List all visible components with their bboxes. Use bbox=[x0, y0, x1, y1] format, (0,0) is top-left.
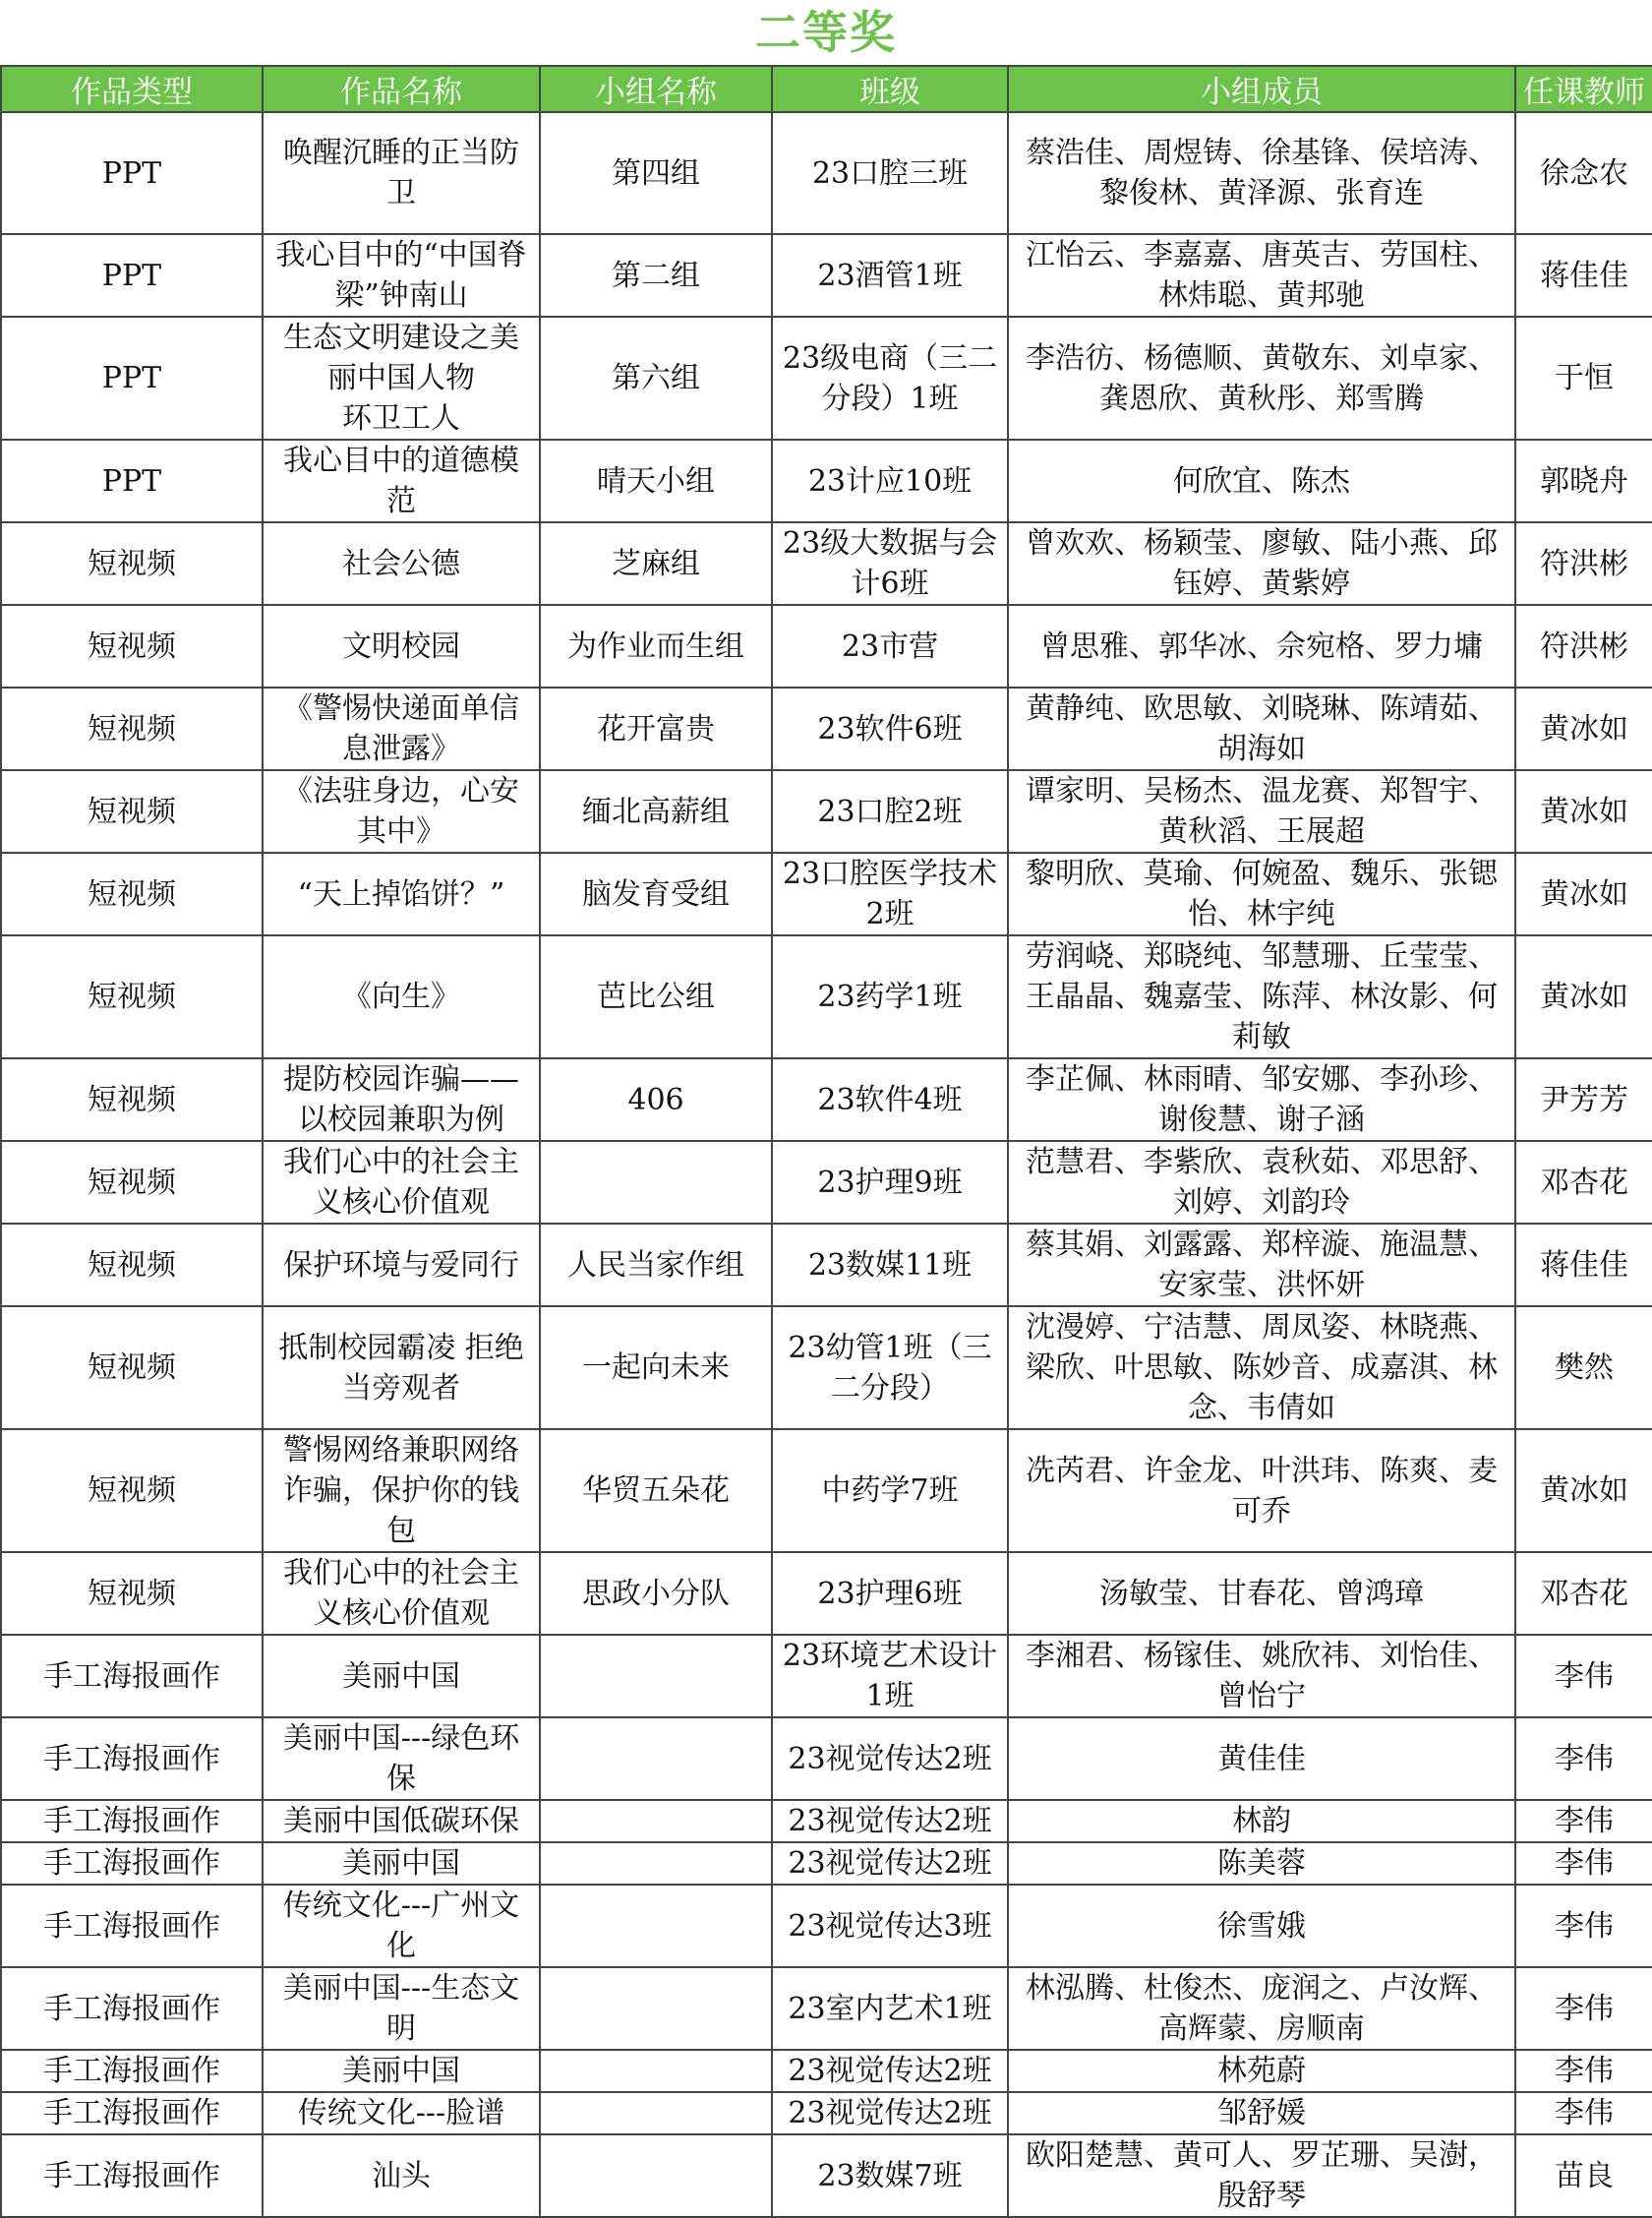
table-row bbox=[1, 1885, 1652, 1967]
cell-members: 黄静纯、欧思敏、刘晓琳、陈靖茹、胡海如 bbox=[1008, 688, 1515, 770]
cell-members: 沈漫婷、宁洁慧、周凤姿、林晓燕、梁欣、叶思敏、陈妙音、成嘉淇、林念、韦倩如 bbox=[1008, 1306, 1515, 1429]
cell-class: 23软件6班 bbox=[772, 688, 1008, 770]
cell-group: 花开富贵 bbox=[540, 688, 772, 770]
table-row bbox=[1, 1967, 1652, 2050]
cell-work: 汕头 bbox=[263, 2134, 540, 2217]
cell-work: 我们心中的社会主义核心价值观 bbox=[263, 1141, 540, 1224]
table-row bbox=[1, 605, 1652, 688]
table-row bbox=[1, 1141, 1652, 1224]
cell-members: 黄佳佳 bbox=[1008, 1717, 1515, 1800]
column-header-teacher: 任课教师 bbox=[1515, 66, 1652, 112]
cell-work: 《向生》 bbox=[263, 935, 540, 1058]
column-header-group: 小组名称 bbox=[540, 66, 772, 112]
table-row bbox=[1, 317, 1652, 440]
cell-work: 美丽中国 bbox=[263, 1635, 540, 1717]
cell-class: 23视觉传达2班 bbox=[772, 1800, 1008, 1842]
table-row bbox=[1, 1306, 1652, 1429]
cell-members: 林泓腾、杜俊杰、庞润之、卢汝辉、高辉蒙、房顺南 bbox=[1008, 1967, 1515, 2050]
table-row bbox=[1, 522, 1652, 605]
cell-type: PPT bbox=[1, 112, 263, 234]
cell-group: 思政小分队 bbox=[540, 1552, 772, 1635]
cell-work: 美丽中国 bbox=[263, 1842, 540, 1885]
cell-teacher: 邓杏花 bbox=[1515, 1552, 1652, 1635]
cell-members: 冼芮君、许金龙、叶洪玮、陈爽、麦可乔 bbox=[1008, 1429, 1515, 1552]
cell-class: 23口腔2班 bbox=[772, 770, 1008, 853]
cell-group bbox=[540, 1885, 772, 1967]
cell-members: 蔡浩佳、周煜铸、徐基锋、侯培涛、黎俊林、黄泽源、张育连 bbox=[1008, 112, 1515, 234]
column-header-class: 班级 bbox=[772, 66, 1008, 112]
cell-type: 短视频 bbox=[1, 935, 263, 1058]
table-row bbox=[1, 1058, 1652, 1141]
cell-work: 我心目中的道德模范 bbox=[263, 440, 540, 522]
cell-group: 为作业而生组 bbox=[540, 605, 772, 688]
cell-teacher: 苗良 bbox=[1515, 2134, 1652, 2217]
table-row bbox=[1, 1800, 1652, 1842]
table-row bbox=[1, 2134, 1652, 2217]
cell-members: 李湘君、杨镓佳、姚欣祎、刘怡佳、曾怡宁 bbox=[1008, 1635, 1515, 1717]
cell-members: 欧阳楚慧、黄可人、罗芷珊、吴澍，殷舒琴 bbox=[1008, 2134, 1515, 2217]
cell-type: 手工海报画作 bbox=[1, 2050, 263, 2092]
cell-group: 第二组 bbox=[540, 234, 772, 317]
page-title: 二等奖 bbox=[755, 6, 897, 59]
cell-class: 23酒管1班 bbox=[772, 234, 1008, 317]
table-row bbox=[1, 770, 1652, 853]
cell-members: 汤敏莹、甘春花、曾鸿璋 bbox=[1008, 1552, 1515, 1635]
cell-teacher: 郭晓舟 bbox=[1515, 440, 1652, 522]
cell-members: 李芷佩、林雨晴、邹安娜、李孙珍、谢俊慧、谢子涵 bbox=[1008, 1058, 1515, 1141]
cell-work: 《法驻身边，心安其中》 bbox=[263, 770, 540, 853]
cell-work: 美丽中国低碳环保 bbox=[263, 1800, 540, 1842]
column-header-type: 作品类型 bbox=[1, 66, 263, 112]
cell-work: “天上掉馅饼？” bbox=[263, 853, 540, 935]
cell-class: 23视觉传达2班 bbox=[772, 1842, 1008, 1885]
cell-work: 传统文化---脸谱 bbox=[263, 2092, 540, 2134]
cell-class: 23视觉传达3班 bbox=[772, 1885, 1008, 1967]
cell-teacher: 李伟 bbox=[1515, 1635, 1652, 1717]
cell-type: 手工海报画作 bbox=[1, 1967, 263, 2050]
cell-class: 23数媒11班 bbox=[772, 1224, 1008, 1306]
cell-teacher: 于恒 bbox=[1515, 317, 1652, 440]
cell-work: 保护环境与爱同行 bbox=[263, 1224, 540, 1306]
cell-work: 提防校园诈骗——以校园兼职为例 bbox=[263, 1058, 540, 1141]
cell-group: 华贸五朵花 bbox=[540, 1429, 772, 1552]
cell-group bbox=[540, 1967, 772, 2050]
cell-type: 短视频 bbox=[1, 1429, 263, 1552]
cell-class: 23软件4班 bbox=[772, 1058, 1008, 1141]
cell-teacher: 蒋佳佳 bbox=[1515, 1224, 1652, 1306]
cell-class: 23口腔三班 bbox=[772, 112, 1008, 234]
table-row bbox=[1, 1635, 1652, 1717]
cell-type: 短视频 bbox=[1, 1224, 263, 1306]
cell-work: 我们心中的社会主义核心价值观 bbox=[263, 1552, 540, 1635]
table-row bbox=[1, 1552, 1652, 1635]
cell-type: PPT bbox=[1, 317, 263, 440]
cell-members: 陈美蓉 bbox=[1008, 1842, 1515, 1885]
cell-teacher: 李伟 bbox=[1515, 2092, 1652, 2134]
cell-class: 23口腔医学技术2班 bbox=[772, 853, 1008, 935]
cell-group: 第六组 bbox=[540, 317, 772, 440]
table-row bbox=[1, 1429, 1652, 1552]
cell-class: 23视觉传达2班 bbox=[772, 1717, 1008, 1800]
table-row bbox=[1, 1842, 1652, 1885]
cell-type: 短视频 bbox=[1, 1306, 263, 1429]
cell-group bbox=[540, 1141, 772, 1224]
table-row bbox=[1, 1717, 1652, 1800]
cell-class: 23数媒7班 bbox=[772, 2134, 1008, 2217]
cell-work: 美丽中国---生态文明 bbox=[263, 1967, 540, 2050]
cell-teacher: 李伟 bbox=[1515, 1717, 1652, 1800]
table-row bbox=[1, 688, 1652, 770]
cell-type: 短视频 bbox=[1, 605, 263, 688]
cell-teacher: 符洪彬 bbox=[1515, 522, 1652, 605]
cell-members: 林韵 bbox=[1008, 1800, 1515, 1842]
cell-teacher: 李伟 bbox=[1515, 2050, 1652, 2092]
cell-class: 23室内艺术1班 bbox=[772, 1967, 1008, 2050]
cell-group: 晴天小组 bbox=[540, 440, 772, 522]
cell-members: 劳润峣、郑晓纯、邹慧珊、丘莹莹、王晶晶、魏嘉莹、陈萍、林汝影、何莉敏 bbox=[1008, 935, 1515, 1058]
cell-members: 徐雪娥 bbox=[1008, 1885, 1515, 1967]
cell-group bbox=[540, 2050, 772, 2092]
cell-work: 美丽中国---绿色环保 bbox=[263, 1717, 540, 1800]
cell-members: 黎明欣、莫瑜、何婉盈、魏乐、张锶怡、林宇纯 bbox=[1008, 853, 1515, 935]
cell-group bbox=[540, 2134, 772, 2217]
cell-teacher: 黄冰如 bbox=[1515, 853, 1652, 935]
cell-work: 抵制校园霸凌 拒绝当旁观者 bbox=[263, 1306, 540, 1429]
cell-type: 手工海报画作 bbox=[1, 1842, 263, 1885]
cell-work: 《警惕快递面单信息泄露》 bbox=[263, 688, 540, 770]
cell-group bbox=[540, 2092, 772, 2134]
cell-group bbox=[540, 1800, 772, 1842]
cell-group: 一起向未来 bbox=[540, 1306, 772, 1429]
table-row bbox=[1, 1224, 1652, 1306]
cell-group bbox=[540, 1842, 772, 1885]
cell-group: 脑发育受组 bbox=[540, 853, 772, 935]
column-header-work: 作品名称 bbox=[263, 66, 540, 112]
cell-type: 手工海报画作 bbox=[1, 1800, 263, 1842]
cell-teacher: 李伟 bbox=[1515, 1800, 1652, 1842]
cell-group: 芭比公组 bbox=[540, 935, 772, 1058]
cell-members: 谭家明、吴杨杰、温龙赛、郑智宇、黄秋滔、王展超 bbox=[1008, 770, 1515, 853]
cell-type: 手工海报画作 bbox=[1, 1717, 263, 1800]
table-row bbox=[1, 234, 1652, 317]
cell-class: 23幼管1班（三二分段） bbox=[772, 1306, 1008, 1429]
cell-work: 警惕网络兼职网络诈骗，保护你的钱包 bbox=[263, 1429, 540, 1552]
cell-teacher: 黄冰如 bbox=[1515, 1429, 1652, 1552]
cell-class: 23计应10班 bbox=[772, 440, 1008, 522]
cell-work: 社会公德 bbox=[263, 522, 540, 605]
cell-group bbox=[540, 1635, 772, 1717]
cell-work: 美丽中国 bbox=[263, 2050, 540, 2092]
table-row bbox=[1, 440, 1652, 522]
cell-teacher: 黄冰如 bbox=[1515, 935, 1652, 1058]
cell-members: 江怡云、李嘉嘉、唐英吉、劳国柱、林炜聪、黄邦驰 bbox=[1008, 234, 1515, 317]
awards-table bbox=[0, 65, 1652, 2218]
cell-type: 短视频 bbox=[1, 688, 263, 770]
cell-type: 手工海报画作 bbox=[1, 1635, 263, 1717]
cell-type: PPT bbox=[1, 440, 263, 522]
cell-class: 23视觉传达2班 bbox=[772, 2092, 1008, 2134]
cell-type: 短视频 bbox=[1, 853, 263, 935]
cell-class: 23级大数据与会计6班 bbox=[772, 522, 1008, 605]
cell-class: 23护理6班 bbox=[772, 1552, 1008, 1635]
cell-class: 中药学7班 bbox=[772, 1429, 1008, 1552]
header-row bbox=[1, 66, 1652, 112]
cell-work: 文明校园 bbox=[263, 605, 540, 688]
cell-type: 短视频 bbox=[1, 1141, 263, 1224]
cell-group: 缅北高薪组 bbox=[540, 770, 772, 853]
cell-teacher: 李伟 bbox=[1515, 1842, 1652, 1885]
table-row bbox=[1, 2092, 1652, 2134]
cell-teacher: 李伟 bbox=[1515, 1967, 1652, 2050]
cell-type: 短视频 bbox=[1, 1058, 263, 1141]
cell-class: 23市营 bbox=[772, 605, 1008, 688]
cell-teacher: 樊然 bbox=[1515, 1306, 1652, 1429]
cell-class: 23视觉传达2班 bbox=[772, 2050, 1008, 2092]
cell-group: 第四组 bbox=[540, 112, 772, 234]
column-header-members: 小组成员 bbox=[1008, 66, 1515, 112]
cell-members: 曾思雅、郭华冰、佘宛格、罗力墉 bbox=[1008, 605, 1515, 688]
cell-teacher: 黄冰如 bbox=[1515, 688, 1652, 770]
cell-class: 23级电商（三二分段）1班 bbox=[772, 317, 1008, 440]
cell-type: 短视频 bbox=[1, 1552, 263, 1635]
cell-group: 芝麻组 bbox=[540, 522, 772, 605]
cell-teacher: 李伟 bbox=[1515, 1885, 1652, 1967]
table-row bbox=[1, 935, 1652, 1058]
cell-type: 短视频 bbox=[1, 522, 263, 605]
cell-teacher: 尹芳芳 bbox=[1515, 1058, 1652, 1141]
cell-work: 传统文化---广州文化 bbox=[263, 1885, 540, 1967]
cell-type: 短视频 bbox=[1, 770, 263, 853]
table-row bbox=[1, 112, 1652, 234]
cell-members: 何欣宜、陈杰 bbox=[1008, 440, 1515, 522]
cell-work: 唤醒沉睡的正当防卫 bbox=[263, 112, 540, 234]
cell-teacher: 符洪彬 bbox=[1515, 605, 1652, 688]
cell-teacher: 蒋佳佳 bbox=[1515, 234, 1652, 317]
cell-members: 邹舒媛 bbox=[1008, 2092, 1515, 2134]
table-row bbox=[1, 853, 1652, 935]
cell-members: 李浩彷、杨德顺、黄敬东、刘卓家、龚恩欣、黄秋彤、郑雪腾 bbox=[1008, 317, 1515, 440]
cell-teacher: 邓杏花 bbox=[1515, 1141, 1652, 1224]
cell-group: 人民当家作组 bbox=[540, 1224, 772, 1306]
cell-members: 范慧君、李紫欣、袁秋茹、邓思舒、刘婷、刘韵玲 bbox=[1008, 1141, 1515, 1224]
cell-group bbox=[540, 1717, 772, 1800]
cell-type: 手工海报画作 bbox=[1, 2134, 263, 2217]
cell-type: PPT bbox=[1, 234, 263, 317]
cell-members: 曾欢欢、杨颖莹、廖敏、陆小燕、邱钰婷、黄紫婷 bbox=[1008, 522, 1515, 605]
cell-work: 生态文明建设之美丽中国人物 环卫工人 bbox=[263, 317, 540, 440]
table-row bbox=[1, 2050, 1652, 2092]
cell-work: 我心目中的“中国脊梁”钟南山 bbox=[263, 234, 540, 317]
cell-teacher: 黄冰如 bbox=[1515, 770, 1652, 853]
cell-members: 林苑蔚 bbox=[1008, 2050, 1515, 2092]
cell-group: 406 bbox=[540, 1058, 772, 1141]
cell-class: 23护理9班 bbox=[772, 1141, 1008, 1224]
cell-teacher: 徐念农 bbox=[1515, 112, 1652, 234]
cell-members: 蔡其娟、刘露露、郑梓漩、施温慧、安家莹、洪怀妍 bbox=[1008, 1224, 1515, 1306]
cell-class: 23环境艺术设计1班 bbox=[772, 1635, 1008, 1717]
table-body bbox=[1, 112, 1652, 2217]
cell-type: 手工海报画作 bbox=[1, 1885, 263, 1967]
cell-type: 手工海报画作 bbox=[1, 2092, 263, 2134]
cell-class: 23药学1班 bbox=[772, 935, 1008, 1058]
